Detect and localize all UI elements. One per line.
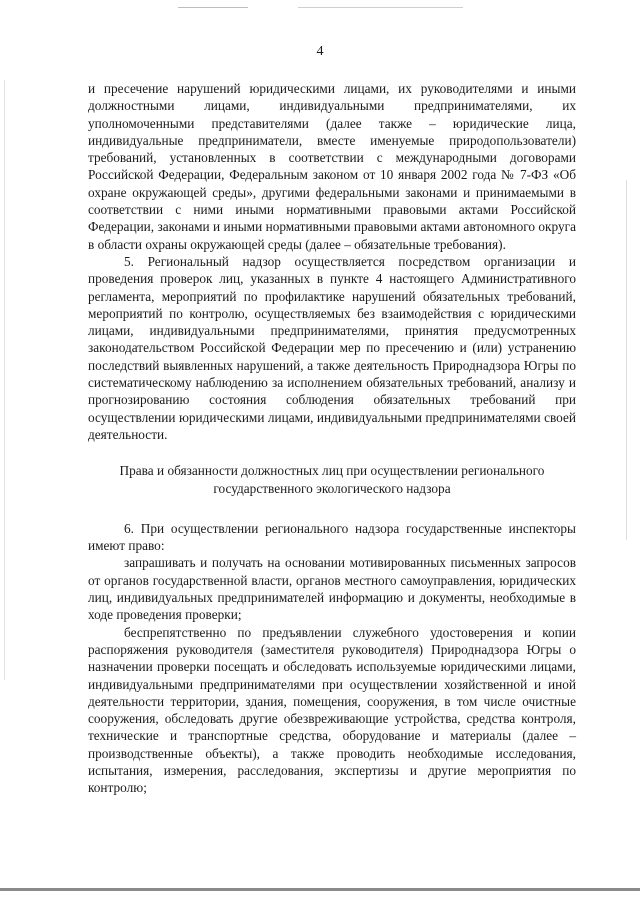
- paragraph-right-inspect: беспрепятственно по предъявлении служебного удостоверения и копии распоряжения руководителя (заместителя руководителя) Природнадзора Югры о назначении проверки посещать и обследовать используемые юридическими лицами, индивидуальными предпринимателями при осуществлении хозяйственной и иной деятельности территории, здания, помещения, сооружения, в том числе очистные сооружения, обследовать другие обезвреживающие устройства, средства контроля, технические и транспортные средства, оборудование и материалы (далее – производственные объекты), а также проводить необходимые исследования, испытания, измерения, расследования, экспертизы и другие мероприятия по контролю;: [88, 624, 576, 796]
- paragraph-5: 5. Региональный надзор осуществляется посредством организации и проведения проверок лиц, указанных в пункте 4 настоящего Административного регламента, мероприятий по профилактике нарушений обязательных требований, мероприятий по контролю, осуществляемых без взаимодействия с юридическими лицами, индивидуальными предпринимателями, принятия предусмотренных законодательством Российской Федерации мер по пресечению и (или) устранению последствий выявленных нарушений, а также деятельность Природнадзора Югры по систематическому наблюдению за исполнением обязательных требований, анализу и прогнозированию состояния соблюдения обязательных требований при осуществлении юридическими лицами, индивидуальными предпринимателями своей деятельности.: [88, 253, 576, 442]
- scan-edge-left: [4, 80, 5, 680]
- section-heading-line-2: государственного экологического надзора: [213, 480, 451, 496]
- paragraph-continuation: и пресечение нарушений юридическими лицами, их руководителями и иными должностными лицами, индивидуальными предпринимателями, их уполномоченными представителями (далее также – юридические лица, индивидуальные предприниматели, вместе именуемые природопользователи) требований, установленных в соответствии с международными договорами Российской Федерации, Федеральным законом от 10 января 2002 года № 7-ФЗ «Об охране окружающей среды», другими федеральными законами и принимаемыми в соответствии с ними иными нормативными правовыми актами Российской Федерации, законами и иными нормативными правовыми актами автономного округа в области охраны окружающей среды (далее – обязательные требования).: [88, 81, 576, 252]
- section-heading-line-1: Права и обязанности должностных лиц при осуществлении регионального: [119, 463, 545, 479]
- paragraph-6: 6. При осуществлении регионального надзора государственные инспекторы имеют право:: [88, 520, 576, 554]
- section-heading: [88, 462, 576, 497]
- paragraph-right-request: запрашивать и получать на основании мотивированных письменных запросов от органов государственной власти, органов местного самоуправления, юридических лиц, индивидуальных предпринимателей информацию и документы, необходимые в ходе проведения проверки;: [88, 555, 576, 623]
- scan-edge-right: [626, 180, 627, 540]
- page-bottom-edge: [0, 888, 640, 891]
- scan-mark-top-left: [178, 7, 248, 8]
- page-number: 4: [316, 44, 324, 59]
- scan-mark-top-right: [298, 7, 463, 8]
- document-body: [88, 80, 576, 797]
